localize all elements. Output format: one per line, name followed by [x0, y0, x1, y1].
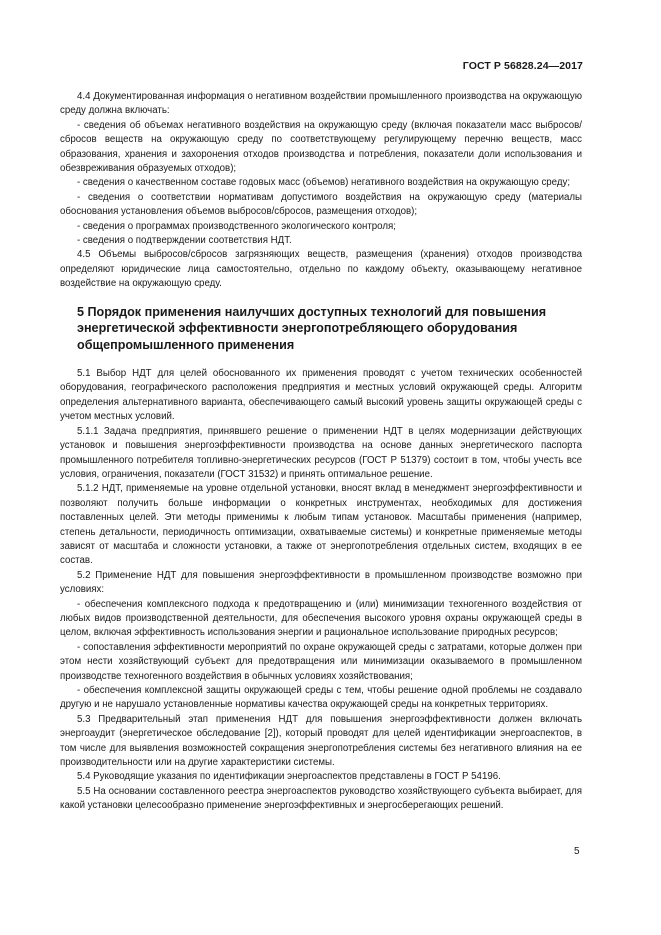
list-item: - сведения о соответствии нормативам допустимого воздействия на окружающую среду (материалы обоснования установления объемов выбросов/сбросов, размещения отходов); [60, 191, 582, 218]
paragraph-5-1: 5.1 Выбор НДТ для целей обоснованного их применения проводят с учетом технических особенностей оборудования, географического расположения предприятия и местных условий окружающей среды. Алгоритм определения альтернативного варианта, обеспечивающего самый высокий уровень защиты окружающей среды с учетом местных условий. [60, 368, 582, 423]
document-body [60, 90, 582, 814]
paragraph-4-5: 4.5 Объемы выбросов/сбросов загрязняющих веществ, размещения (хранения) отходов производства определяют юридические лица самостоятельно, отдельно по каждому объекту, оказывающему негативное воздействие на окружающую среду. [60, 249, 582, 290]
list-item: - обеспечения комплексной защиты окружающей среды с тем, чтобы решение одной проблемы не создавало другую и не нарушало установленные нормативы качества окружающей среды на конкретных территориях. [60, 685, 582, 711]
paragraph-4-4: 4.4 Документированная информация о негативном воздействии промышленного производства на окружающую среду должна включать: [60, 91, 582, 117]
list-item: - сопоставления эффективности мероприятий по охране окружающей среды с затратами, которые должен при этом нести хозяйствующий субъект для предотвращения или минимизации оказываемого в промышленном производстве техногенного воздействия в обычных условиях хозяйствования; [60, 641, 582, 682]
paragraph-5-5: 5.5 На основании составленного реестра энергоаспектов руководство хозяйствующего субъекта выбирает, для какой установки целесообразно применение энергоэффективных и энергосберегающих решений. [60, 785, 582, 812]
list-item: - сведения о программах производственного экологического контроля; [77, 220, 396, 232]
document-header: ГОСТ Р 56828.24—2017 [462, 60, 583, 72]
paragraph-5-4: 5.4 Руководящие указания по идентификации энергоаспектов представлены в ГОСТ Р 54196. [77, 771, 501, 783]
paragraph-5-3: 5.3 Предварительный этап применения НДТ для повышения энергоэффективности должен включать энергоаудит (энергетическое обследование [2]), который проводят для целей идентификации энергоаспектов, в том числе для выявления возможностей сокращения энергопотребления системы без негативного влияния на ее производительности или на другие характеристики системы. [60, 713, 582, 769]
list-item: - обеспечения комплексного подхода к предотвращению и (или) минимизации техногенного воздействия от любых видов производственной деятельности, для обеспечения высокого уровня охраны окружающей среды в целом, включая эффективность использования энергии и рациональное использование природных ресурсов; [60, 598, 582, 639]
paragraph-5-2: 5.2 Применение НДТ для повышения энергоэффективности в промышленном производстве возможно при условиях: [60, 569, 582, 596]
page-number: 5 [574, 846, 580, 857]
list-item: - сведения о подтверждении соответствия НДТ. [77, 235, 292, 247]
paragraph-5-1-1: 5.1.1 Задача предприятия, принявшего решение о применении НДТ в целях модернизации действующих установок и повышения энергоэффективности производства на основе данных энергетического паспорта промышленного потребителя топливно-энергетических ресурсов (ГОСТ Р 51379) состоит в том, чтобы учесть все условия, ограничения, показатели (ГОСТ 31532) и принять оптимальное решение. [60, 425, 582, 480]
list-item: - сведения о качественном составе годовых масс (объемов) негативного воздействия на окружающую среду; [77, 177, 571, 189]
list-item: - сведения об объемах негативного воздействия на окружающую среду (включая показатели масс выбросов/сбросов веществ на окружающую среду по соответствующему регулирующему перечню веществ, масс образования, хранения и захоронения отходов производства и потребления, показатели доли использования и обезвреживания образуемых отходов); [60, 119, 582, 175]
paragraph-5-1-2: 5.1.2 НДТ, применяемые на уровне отдельной установки, вносят вклад в менеджмент энергоэффективности и позволяют получить больше информации о конкретных инструментах, необходимых для достижения поставленных целей. Эти методы применимы к любым типам установок. Масштабы применения (например, степень детальности, периодичность оптимизации, охватываемые системы) и конкретные применяемые методы зависят от масштаба и сложности установки, а также от энергопотребления отдельных систем, входящих в ее состав. [60, 483, 582, 567]
section-5-heading: 5 Порядок применения наилучших доступных технологий для повышения энергетической эффективности энергопотребляющего оборудования общепромышленного применения [77, 304, 547, 353]
